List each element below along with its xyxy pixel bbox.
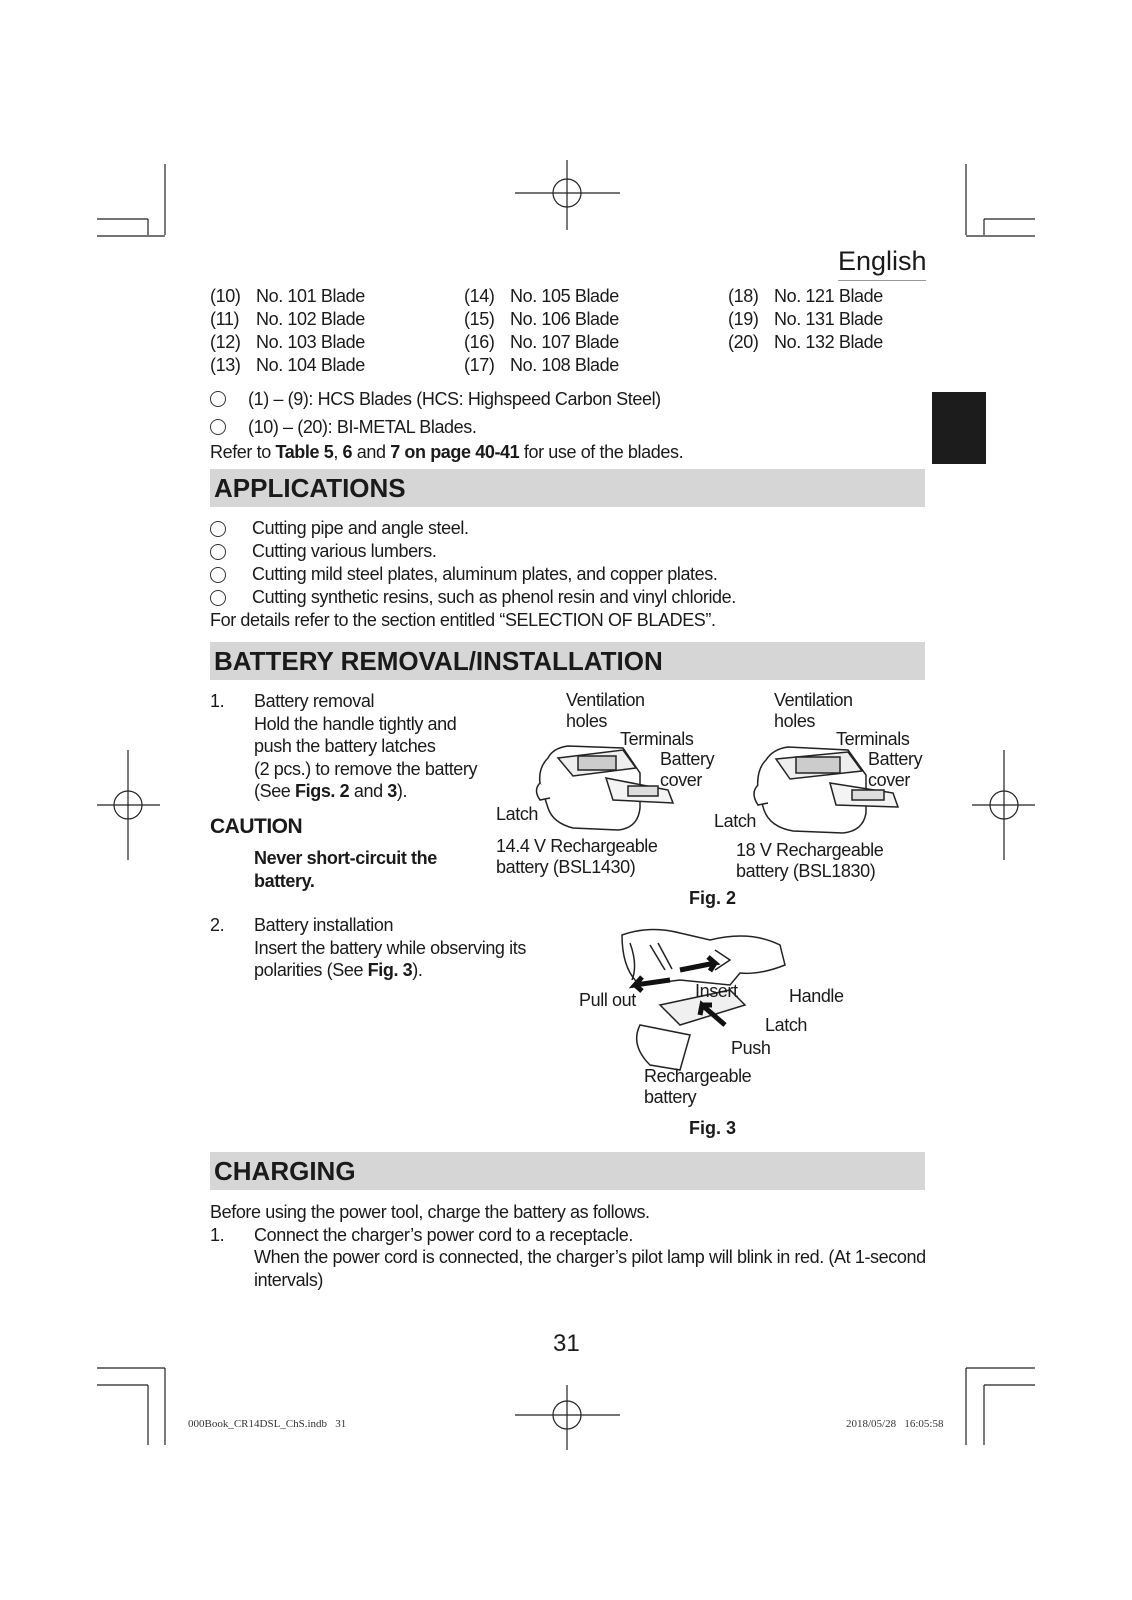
- blade-note: [210, 385, 910, 413]
- blade-item: [728, 308, 883, 331]
- application-text: Cutting synthetic resins, such as phenol resin and vinyl chloride.: [252, 587, 736, 608]
- bullet-circle-icon: [210, 391, 226, 407]
- blade-item: [464, 285, 619, 308]
- footer-timestamp: 2018/05/28 16:05:58: [846, 1418, 944, 1430]
- caution-text: [254, 847, 437, 892]
- blade-name: No. 104 Blade: [256, 355, 365, 375]
- battery-step-1: [210, 690, 490, 803]
- footer-file: 000Book_CR14DSL_ChS.indb 31: [188, 1418, 347, 1430]
- blade-number: (10): [210, 286, 241, 306]
- blade-number: (19): [728, 309, 759, 329]
- blade-item: [210, 285, 365, 308]
- step-heading: Battery removal: [254, 691, 375, 711]
- battery-step-2: [210, 914, 550, 982]
- blade-number: (13): [210, 355, 241, 375]
- step-see-figs: (See Figs. 2 and 3).: [254, 781, 408, 801]
- page-number: 31: [553, 1330, 580, 1357]
- blade-name: No. 131 Blade: [774, 309, 883, 329]
- blade-number: (11): [210, 309, 240, 329]
- applications-details: For details refer to the section entitled “SELECTION OF BLADES”.: [210, 610, 716, 630]
- fig3-battery-label: Rechargeable battery: [644, 1066, 752, 1107]
- blade-name: No. 108 Blade: [510, 355, 619, 375]
- blade-item: [464, 354, 619, 377]
- application-text: Cutting pipe and angle steel.: [252, 518, 469, 539]
- language-label: English: [838, 246, 927, 276]
- blade-number: (14): [464, 286, 495, 306]
- fig2-right-terminals-label: Terminals: [836, 729, 910, 749]
- charging-detail: intervals): [254, 1269, 324, 1290]
- charging-detail: When the power cord is connected, the charger’s pilot lamp will blink in red. (At 1-second: [254, 1247, 926, 1267]
- blade-item: [728, 331, 883, 354]
- refer-text: ,: [333, 442, 343, 462]
- fig3-insert-label: Insert: [695, 981, 738, 1001]
- blade-name: No. 106 Blade: [510, 309, 619, 329]
- blade-note: [210, 413, 910, 441]
- application-item: [210, 540, 930, 563]
- application-text: Cutting mild steel plates, aluminum plates, and copper plates.: [252, 564, 718, 585]
- applications-heading: APPLICATIONS: [210, 469, 925, 507]
- caution-line: battery.: [254, 870, 315, 891]
- section-tab-marker: [932, 392, 986, 464]
- blade-list-col-3: [728, 285, 883, 354]
- blade-number: (16): [464, 332, 495, 352]
- step-number: 2.: [210, 915, 225, 935]
- blade-name: No. 107 Blade: [510, 332, 619, 352]
- refer-table: Table 5: [275, 442, 334, 462]
- application-text: Cutting various lumbers.: [252, 541, 437, 562]
- blade-name: No. 102 Blade: [256, 309, 365, 329]
- blade-item: [210, 331, 365, 354]
- caution-title: CAUTION: [210, 815, 303, 838]
- fig3-handle-label: Handle: [789, 986, 844, 1006]
- step-text: (2 pcs.) to remove the battery: [254, 758, 478, 779]
- blade-notes: [210, 385, 910, 464]
- charging-step: Connect the charger’s power cord to a receptacle.: [254, 1224, 633, 1245]
- blade-name: No. 103 Blade: [256, 332, 365, 352]
- application-item: [210, 586, 930, 609]
- blade-number: (20): [728, 332, 759, 352]
- refer-text: and: [352, 442, 391, 462]
- fig3-caption: Fig. 3: [689, 1118, 737, 1138]
- step-number: 1.: [210, 691, 225, 711]
- blade-item: [210, 354, 365, 377]
- fig2-caption: Fig. 2: [689, 888, 737, 908]
- blade-note-text: (1) – (9): HCS Blades (HCS: Highspeed Carbon Steel): [248, 388, 661, 409]
- language-underline: [838, 280, 926, 281]
- bullet-circle-icon: [210, 419, 226, 435]
- caution-line: Never short-circuit the: [254, 848, 437, 868]
- blade-item: [728, 285, 883, 308]
- blade-note-text: (10) – (20): BI-METAL Blades.: [248, 416, 477, 437]
- blade-name: No. 121 Blade: [774, 286, 883, 306]
- refer-text: for use of the blades.: [519, 442, 684, 462]
- refer-table: 6: [342, 442, 353, 462]
- blade-name: No. 101 Blade: [256, 286, 365, 306]
- charging-section: [210, 1201, 930, 1291]
- application-item: [210, 563, 930, 586]
- refer-text: Refer to: [210, 442, 276, 462]
- step-text: Insert the battery while observing its: [254, 937, 526, 958]
- charging-heading: CHARGING: [210, 1152, 925, 1190]
- fig2-left-latch-label: Latch: [496, 804, 539, 824]
- step-number: 1.: [210, 1224, 225, 1245]
- fig3-push-label: Push: [731, 1038, 771, 1058]
- applications-list: [210, 517, 930, 632]
- blade-refer-text: [210, 441, 910, 464]
- blade-item: [464, 331, 619, 354]
- fig2-right-vent-label: Ventilation holes: [774, 690, 853, 731]
- application-item: [210, 517, 930, 540]
- fig3-latch-label: Latch: [765, 1015, 808, 1035]
- blade-list-col-1: [210, 285, 365, 377]
- refer-table: 7 on page 40-41: [390, 442, 520, 462]
- fig2-left-terminals-label: Terminals: [620, 729, 694, 749]
- step-text: push the battery latches: [254, 736, 436, 756]
- step-heading: Battery installation: [254, 915, 394, 935]
- fig2-right-latch-label: Latch: [714, 811, 757, 831]
- blade-item: [464, 308, 619, 331]
- blade-number: (12): [210, 332, 241, 352]
- bullet-circle-icon: [210, 544, 226, 560]
- blade-number: (18): [728, 286, 759, 306]
- step-text: polarities (See Fig. 3).: [254, 960, 423, 980]
- charging-intro: Before using the power tool, charge the battery as follows.: [210, 1202, 650, 1222]
- blade-number: (15): [464, 309, 495, 329]
- bullet-circle-icon: [210, 521, 226, 537]
- bullet-circle-icon: [210, 590, 226, 606]
- blade-name: No. 105 Blade: [510, 286, 619, 306]
- blade-list-col-2: [464, 285, 619, 377]
- fig2-left-model-label: 14.4 V Rechargeable battery (BSL1430): [496, 836, 658, 877]
- battery-heading: BATTERY REMOVAL/INSTALLATION: [210, 642, 925, 680]
- fig2-left-vent-label: Ventilation holes: [566, 690, 645, 731]
- fig2-right-model-label: 18 V Rechargeable battery (BSL1830): [736, 840, 884, 881]
- fig2-right-cover-label: Battery cover: [868, 749, 923, 790]
- bullet-circle-icon: [210, 567, 226, 583]
- blade-number: (17): [464, 355, 495, 375]
- fig3-pull-out-label: Pull out: [579, 990, 636, 1010]
- blade-name: No. 132 Blade: [774, 332, 883, 352]
- step-text: Hold the handle tightly and: [254, 713, 457, 734]
- fig2-left-cover-label: Battery cover: [660, 749, 715, 790]
- blade-item: [210, 308, 365, 331]
